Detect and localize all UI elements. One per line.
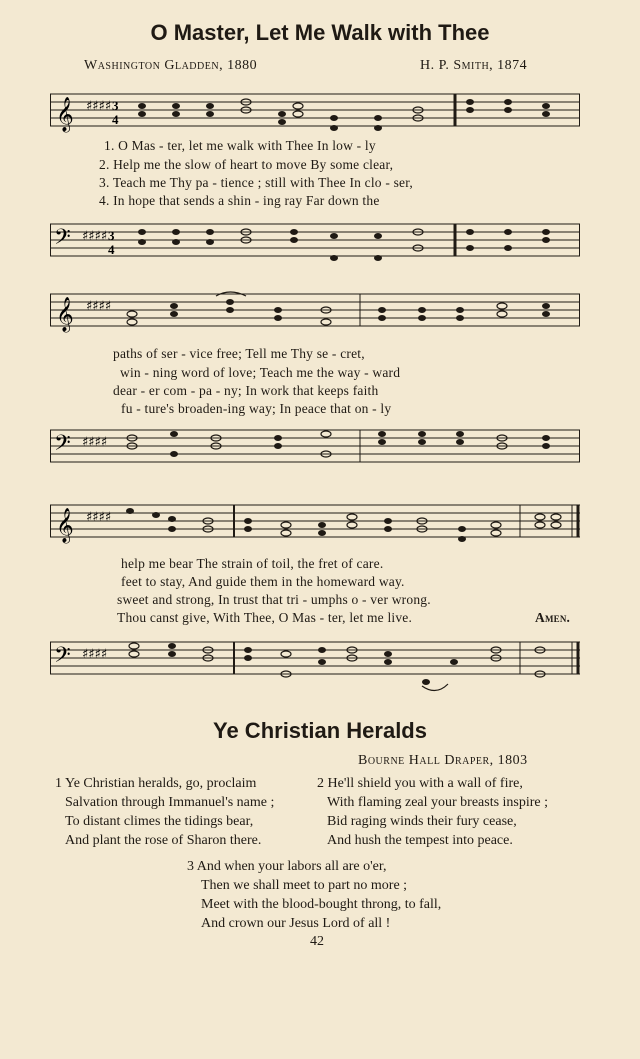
verse-line: With flaming zeal your breasts inspire ;	[327, 795, 549, 810]
bass-clef-icon: 𝄢	[54, 225, 71, 255]
treble-staff-1	[50, 88, 585, 136]
lyric-line: 4. In hope that sends a shin - ing ray Far down the	[99, 193, 380, 208]
bass-staff-3	[50, 632, 585, 694]
lyric-line: help me bear The strain of toil, the fret of care.	[121, 556, 384, 571]
svg-text:3: 3	[112, 98, 119, 113]
svg-text:♯♯♯♯: ♯♯♯♯	[82, 647, 108, 662]
bass-staff-2	[50, 420, 585, 472]
lyric-line: paths of ser - vice free; Tell me Thy se - cret,	[113, 346, 365, 361]
lyric-line: 2. Help me the slow of heart to move By some clear,	[99, 157, 394, 172]
page-number: 42	[310, 934, 324, 949]
verse-line: Bid raging winds their fury cease,	[327, 814, 517, 829]
treble-staff-3	[50, 497, 585, 549]
verse-1	[55, 774, 274, 850]
hymn-author: Washington Gladden, 1880	[84, 58, 258, 73]
lyric-line: 1. O Mas - ter, let me walk with Thee In low - ly	[104, 138, 376, 153]
verse-line: Salvation through Immanuel's name ;	[65, 795, 275, 810]
lyric-line: 3. Teach me Thy pa - tience ; still with Thee In clo - ser,	[99, 175, 413, 190]
amen-label: Amen.	[535, 610, 571, 625]
lyric-line: fu - ture's broaden-ing way; In peace that on - ly	[121, 401, 392, 416]
lyric-line: dear - er com - pa - ny; In work that keeps faith	[113, 383, 379, 398]
lyric-line: Thou canst give, With Thee, O Mas - ter, let me live.	[117, 610, 413, 625]
svg-text:♯♯♯♯: ♯♯♯♯	[86, 99, 112, 114]
svg-text:4: 4	[108, 242, 115, 257]
svg-text:♯♯♯♯: ♯♯♯♯	[86, 299, 112, 314]
svg-text:♯♯♯♯: ♯♯♯♯	[82, 435, 108, 450]
lyric-line: sweet and strong, In trust that tri - umphs o - ver wrong.	[117, 592, 431, 607]
verse-line: And hush the tempest into peace.	[327, 833, 513, 848]
hymn-title: Ye Christian Heralds	[213, 718, 427, 743]
bass-clef-icon: 𝄢	[54, 643, 71, 673]
bass-clef-icon: 𝄢	[54, 431, 71, 461]
bass-staff-1	[50, 214, 585, 266]
verse-2	[317, 774, 548, 850]
verse-line: To distant climes the tidings bear,	[65, 814, 254, 829]
svg-text:3: 3	[108, 228, 115, 243]
svg-text:♯♯♯♯: ♯♯♯♯	[82, 229, 108, 244]
verse-line: 3 And when your labors all are o'er,	[187, 859, 387, 874]
hymn-author: Bourne Hall Draper, 1803	[358, 753, 528, 768]
verse-line: 1 Ye Christian heralds, go, proclaim	[55, 776, 257, 791]
lyric-line: feet to stay, And guide them in the homeward way.	[121, 574, 405, 589]
verse-line: And plant the rose of Sharon there.	[65, 833, 262, 848]
svg-text:4: 4	[112, 112, 119, 127]
verse-line: Meet with the blood-bought throng, to fall,	[201, 897, 442, 912]
treble-clef-icon: 𝄞	[56, 297, 74, 332]
lyric-line: win - ning word of love; Teach me the way - ward	[120, 365, 401, 380]
verse-line: 2 He'll shield you with a wall of fire,	[317, 776, 523, 791]
treble-staff-2	[50, 288, 585, 336]
verse-3	[187, 857, 441, 933]
verse-line: Then we shall meet to part no more ;	[201, 878, 408, 893]
verse-line: And crown our Jesus Lord of all !	[201, 916, 391, 931]
svg-text:♯♯♯♯: ♯♯♯♯	[86, 510, 112, 525]
hymn-composer: H. P. Smith, 1874	[420, 58, 528, 73]
treble-clef-icon: 𝄞	[56, 508, 74, 543]
treble-clef-icon: 𝄞	[56, 97, 74, 132]
hymn-title: O Master, Let Me Walk with Thee	[150, 20, 490, 45]
